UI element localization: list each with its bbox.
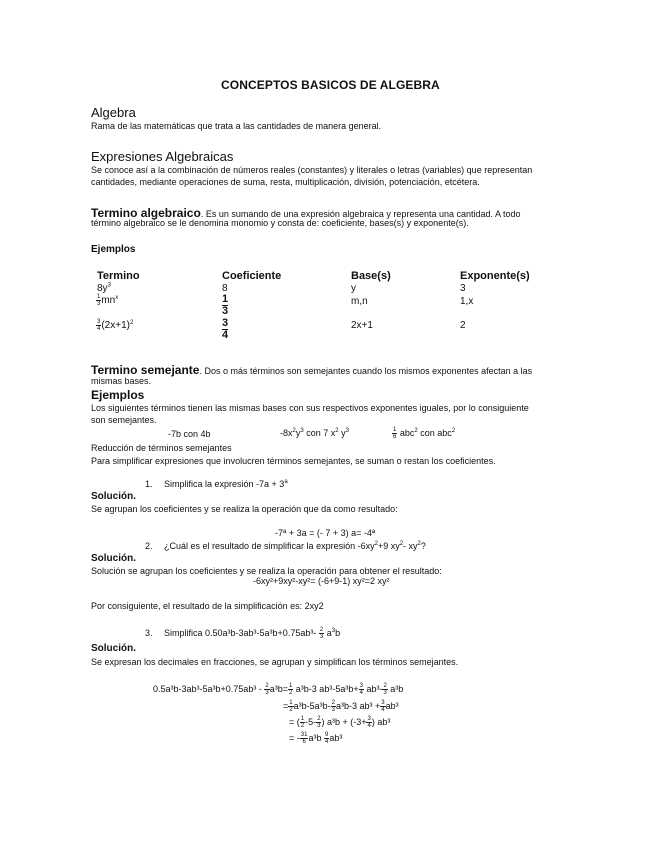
- ejemplos-heading: Ejemplos: [91, 244, 136, 255]
- cell-base: m,n: [351, 296, 368, 307]
- ejemplos-line-1: Los siguientes términos tienen las mismas bases con sus respectivos exponentes iguales, por lo consiguiente: [91, 403, 529, 413]
- problem-1-result: -7ª + 3a = (- 7 + 3) a= -4ª: [275, 528, 376, 538]
- section-heading-algebra: Algebra: [91, 105, 136, 120]
- reduccion-heading: Reducción de términos semejantes: [91, 443, 232, 453]
- cell-term: 8y: [97, 283, 108, 294]
- algebra-definition: Rama de las matemáticas que trata a las cantidades de manera general.: [91, 121, 382, 131]
- problem-3-solucion: Solución.: [91, 643, 136, 654]
- cell-base: 2x+1: [351, 320, 373, 331]
- problem-3-number: 3.: [145, 628, 153, 638]
- fraction: $\frac{3}{4}$: [97, 319, 101, 332]
- problem-2-number: 2.: [145, 541, 153, 551]
- problem-2-solucion: Solución.: [91, 553, 136, 564]
- problem-2-text: ¿Cuál es el resultado de simplificar la expresión $-6xy^2+9$ $xy^2-$ $xy^2$?: [164, 541, 426, 551]
- reduccion-text: Para simplificar expresiones que involucren términos semejantes, se suman o restan los coeficientes.: [91, 456, 496, 466]
- problem-1-solucion: Solución.: [91, 491, 136, 502]
- expresiones-line-1: Se conoce así a la combinación de números reales (constantes) y literales o letras (variables) que representan: [91, 165, 533, 175]
- table-row: [96, 319, 133, 332]
- problem-1-explain: Se agrupan los coeficientes y se realiza la operación que da como resultado:: [91, 504, 398, 514]
- step-4: = - $\frac{31}{6}$ a³b $\frac{9}{4}$ ab³: [289, 732, 343, 745]
- ejemplos-line-2: son semejantes.: [91, 415, 157, 425]
- example-2: $-8x^2y^3$ con 7 $x^2$ $y^3$: [280, 428, 349, 438]
- fraction: $\frac{1}{3}$: [222, 293, 229, 317]
- fraction: $\frac{3}{4}$: [222, 317, 229, 341]
- semejante-paragraph: [91, 361, 532, 379]
- fraction: $\frac{1}{6}$: [393, 427, 397, 440]
- cell-term-exp: x: [115, 294, 119, 301]
- fraction: $\frac{1}{3}$: [97, 294, 101, 307]
- cell-exp: 1,x: [460, 296, 474, 307]
- ejemplos-heading-2: Ejemplos: [91, 388, 145, 402]
- expresiones-line-2: cantidades, mediante operaciones de suma, resta, multiplicación, división, potenciación, etcétera.: [91, 177, 480, 187]
- step-3: = ( $\frac{1}{2}$ -5- $\frac{2}{3}$ ) a³b + (-3+ $\frac{3}{4}$ ) ab³: [289, 716, 391, 729]
- termino-line-1: . Es un sumando de una expresión algebraica y representa una cantidad. A todo: [200, 209, 521, 219]
- example-3: $\frac{1}{6}$ abc$^2$ con abc$^2$: [393, 427, 456, 440]
- cell-exp: 2: [460, 320, 466, 331]
- cell-term: mn: [101, 295, 116, 307]
- cell-coef: [222, 318, 228, 343]
- problem-3-text: Simplifica 0.50a³b-3ab³-5a³b+0.75ab³- $\frac{2}{3}$ $a^3b$: [164, 627, 341, 640]
- cell-term-exp: 3: [107, 282, 111, 289]
- problem-2-result: -6xy²+9xy²-xy²= (-6+9-1) xy²=2 xy²: [253, 576, 390, 586]
- section-heading-expresiones: Expresiones Algebraicas: [91, 149, 234, 164]
- step-1: 0.5a³b-3ab³-5a³b+0.75ab³ - $\frac{2}{3}$ a³b= $\frac{1}{2}$ a³b-3 ab³-5a³b+ $\frac{3}{4}$ ab³- $\frac{2}{3}$ a³b: [153, 683, 404, 696]
- cell-coef: [222, 294, 228, 319]
- cell-exp: 3: [460, 283, 466, 294]
- termino-line-2: término algebraico se le denomina monomio y consta de: coeficiente, bases(s) y exponente(s).: [91, 218, 469, 228]
- problem-1-number: 1.: [145, 479, 153, 489]
- semejante-line-1: . Dos o más términos son semejantes cuando los mismos exponentes afectan a las: [199, 366, 533, 376]
- semejante-heading: Termino semejante: [91, 363, 200, 377]
- cell-term: (2x+1): [101, 320, 130, 332]
- cell-term-exp: 2: [129, 319, 134, 326]
- problem-2-explain: Solución se agrupan los coeficientes y se realiza la operación para obtener el resultado:: [91, 566, 442, 576]
- problem-2-conclusion: Por consiguiente, el resultado de la simplificación es: 2xy2: [91, 601, 324, 611]
- page-title: CONCEPTOS BASICOS DE ALGEBRA: [221, 78, 440, 92]
- semejante-line-2: mismas bases.: [91, 376, 152, 386]
- problem-3-explain: Se expresan los decimales en fracciones, se agrupan y simplifican los términos semejantes.: [91, 657, 459, 667]
- cell-coef: 8: [222, 283, 228, 294]
- table-header-coeficiente: Coeficiente: [222, 270, 282, 282]
- table-header-bases: Base(s): [351, 270, 391, 282]
- example-1: -7b con 4b: [168, 429, 211, 439]
- termino-heading: Termino algebraico: [91, 206, 201, 220]
- cell-base: y: [351, 283, 356, 294]
- table-header-termino: Termino: [97, 270, 140, 282]
- step-2: = $\frac{1}{2}$ a³b-5a³b- $\frac{2}{3}$ a³b-3 ab³ + $\frac{3}{4}$ ab³: [283, 700, 399, 713]
- table-header-exponentes: Exponente(s): [460, 270, 530, 282]
- table-row: [96, 294, 118, 307]
- problem-1-text: Simplifica la expresión $-7a + 3^a$: [164, 479, 288, 489]
